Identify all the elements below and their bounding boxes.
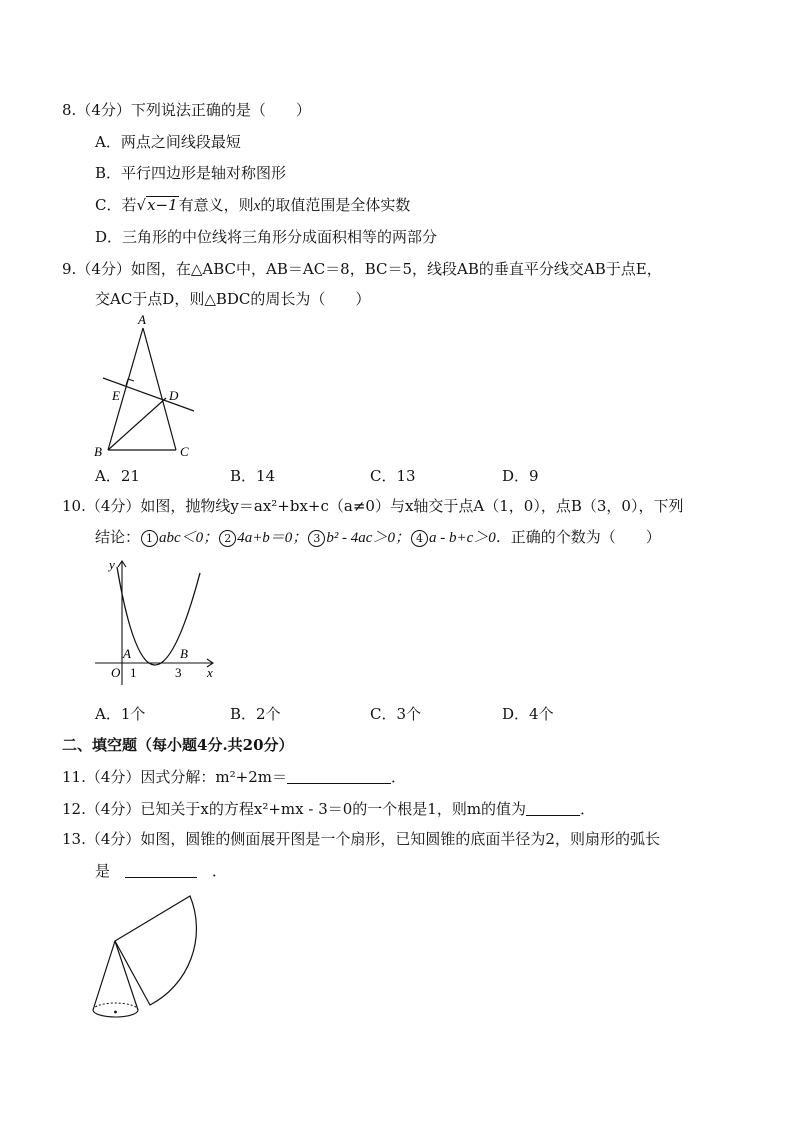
q13-stem-line1: 13.（4分）如图，圆锥的侧面展开图是一个扇形，已知圆锥的底面半径为2，则扇形的弧长 [62,830,660,848]
label-1: 1 [130,665,137,680]
label-c: C [180,444,189,459]
cone-figure [88,888,228,1028]
label-a: A [123,646,131,661]
label-x: x [207,665,213,680]
answer-blank[interactable] [125,863,197,878]
answer-blank[interactable] [526,801,580,816]
q10-option-b: B．2个 [230,705,281,723]
q9-option-c: C．13 [370,467,416,485]
q10-option-a: A．1个 [95,705,146,723]
parabola-figure [95,555,225,690]
answer-blank[interactable] [287,769,391,784]
q9-stem-line1: 9.（4分）如图，在△ABC中，AB＝AC＝8，BC＝5，线段AB的垂直平分线交AB于点E， [62,260,662,278]
section-heading: 二、填空题（每小题4分.共20分） [62,736,294,754]
q11-stem: 11.（4分）因式分解：m²+2m＝ ． [62,768,406,786]
label-e: E [112,388,120,403]
label-o: O [111,665,121,680]
circled-2: 2 [219,530,236,547]
radical-sign: √ [136,196,147,214]
q8-stem: 8.（4分）下列说法正确的是（ ） [62,101,311,119]
q9-stem-line2: 交AC于点D，则△BDC的周长为（ ） [95,290,371,308]
q9-option-a: A．21 [95,467,140,485]
q8-option-b: B．平行四边形是轴对称图形 [95,164,287,182]
q12-stem: 12.（4分）已知关于x的方程x²+mx ‑ 3＝0的一个根是1，则m的值为 ． [62,800,596,818]
label-d: D [169,388,179,403]
q8-option-a: A．两点之间线段最短 [95,133,241,151]
q8-option-c: C．若√x−1有意义，则x的取值范围是全体实数 [95,196,411,214]
q10-option-c: C．3个 [370,705,422,723]
label-y: y [109,557,115,572]
label-3: 3 [175,665,182,680]
q10-stem-line1: 10.（4分）如图，抛物线y＝ax²+bx+c（a≠0）与x轴交于点A（1，0），点B（3，0），下列 [62,497,684,515]
label-a: A [138,312,146,327]
radicand: x−1 [147,196,178,214]
label-b: B [180,646,188,661]
triangle-figure [90,310,205,460]
q9-option-d: D．9 [502,467,539,485]
circled-4: 4 [411,530,428,547]
q13-stem-line2: 是 ． [95,862,228,880]
circled-3: 3 [308,530,325,547]
circled-1: 1 [141,530,158,547]
label-b: B [94,444,102,459]
q8-option-d: D．三角形的中位线将三角形分成面积相等的两部分 [95,228,438,246]
q10-option-d: D．4个 [502,705,554,723]
q10-stem-line2: 结论： 1 abc＜0； 2 4a+b＝0； 3 b² ‑ 4ac＞0； 4 a ‑ b+c＞0．正确的个数为（ ） [95,528,661,546]
q9-option-b: B．14 [230,467,276,485]
